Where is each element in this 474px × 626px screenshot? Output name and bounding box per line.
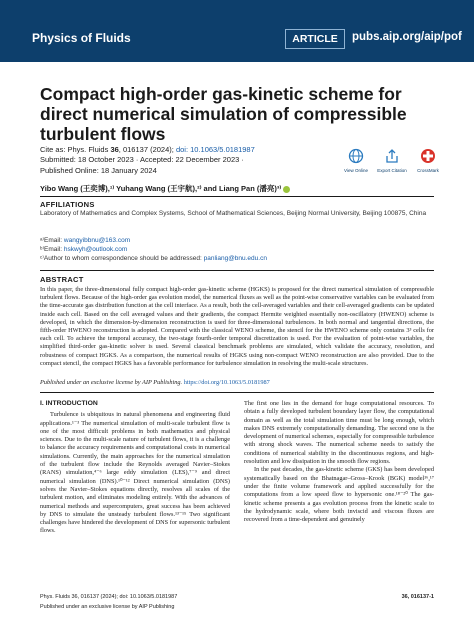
article-badge: ARTICLE bbox=[285, 29, 345, 49]
crossmark-label: CrossMark bbox=[417, 168, 439, 173]
divider bbox=[40, 270, 434, 271]
divider bbox=[40, 392, 434, 393]
view-online-label: View Online bbox=[344, 168, 368, 173]
page-number: 36, 016137-1 bbox=[401, 594, 434, 600]
doi-link[interactable]: doi: 10.1063/5.0181987 bbox=[175, 145, 255, 154]
abstract-text: In this paper, the three-dimensional fully compact high-order gas-kinetic scheme (HGKS) is proposed for the direct numerical simulation of compressible turbulent flows. Because of the high-order gas evolution model, the numerical fluxes as well as the point-wise conservative variables can be evaluated from the time-accurate gas distribution function at the cell interface. As a result, both the cell-averaged variables and their cell-averaged gradients can be updated inside each cell. Based on the cell averaged values and their gradients, the compact Hermite weighted essentially non-oscillatory (HWENO) scheme is developed, in which the dimension-by-dimension reconstruction is used for three-dimensional turbulences. In both normal and tangential directions, the fifth-order HWENO reconstruction is adopted. Compared with the classical WENO scheme, the stencil for the HWENO scheme only contains 3³ cells for each cell. To achieve the temporal accuracy, the two-stage fourth-order temporal discretization is used. For the evaluation of point-wise variables, the simplified third-order gas-kinetic solver is used. Several classical benchmark problems are simulated, which validate the accuracy, resolution, and robustness of compact HGKS. As a comparison, the numerical results of HGKS using non-compact WENO reconstruction are also provided. Due to the compact stencil, the compact HGKS has a favorable performance for turbulence simulation in resolving the multi-scale structures. bbox=[40, 286, 434, 367]
email-label-a: ᵃ⁾Email: bbox=[40, 237, 64, 244]
email-link-b[interactable]: hskwyh@outlook.com bbox=[63, 246, 128, 253]
intro-right-column bbox=[244, 400, 434, 524]
email-link-c[interactable]: panliang@bnu.edu.cn bbox=[203, 255, 267, 262]
view-online-button[interactable] bbox=[336, 148, 376, 173]
email-line-a bbox=[40, 236, 130, 245]
author-names: Yibo Wang (王奕博),¹⁾ Yuhang Wang (王宇航),²⁾ and Liang Pan (潘亮)³⁾ bbox=[40, 184, 282, 193]
cite-prefix: Cite as: Phys. Fluids bbox=[40, 145, 111, 154]
export-citation-button[interactable] bbox=[372, 148, 412, 173]
doi-url-link[interactable]: https://doi.org/10.1063/5.0181987 bbox=[183, 379, 270, 386]
affiliations-text: Laboratory of Mathematics and Complex Systems, School of Mathematical Sciences, Beijing Normal University, Beijing 100875, China bbox=[40, 210, 427, 217]
license-line bbox=[40, 379, 270, 386]
article-title: Compact high-order gas-kinetic scheme for direct numerical simulation of compressible turbulent flows bbox=[40, 84, 407, 144]
cite-volume: 36 bbox=[110, 145, 119, 154]
affiliations-heading: AFFILIATIONS bbox=[40, 200, 95, 209]
crossmark-button[interactable] bbox=[408, 148, 448, 173]
intro-paragraph-2: The first one lies in the demand for huge computational resources. To obtain a fully developed turbulent boundary layer flow, the computational domain as well as the total simulation time must be long enough, which makes DNS extremely computationally demanding. The second one is the development of numerical schemes, especially for compressible turbulence with strong shock waves. The numerical scheme needs to satisfy the conditions of numerical stability in the discontinuous regions, and high-resolution and low dissipation in the smooth flow regions. bbox=[244, 400, 434, 466]
email-label-c: ᶜ⁾Author to whom correspondence should be addressed: bbox=[40, 255, 204, 262]
divider bbox=[40, 196, 434, 197]
email-link-a[interactable]: wangyibbnu@163.com bbox=[63, 237, 131, 244]
intro-heading: I. INTRODUCTION bbox=[40, 400, 98, 407]
footer-license: Published under an exclusive license by AIP Publishing bbox=[40, 604, 175, 610]
crossmark-icon bbox=[408, 148, 448, 164]
journal-url-link[interactable]: pubs.aip.org/aip/pof bbox=[352, 31, 462, 43]
journal-header-bar bbox=[0, 0, 474, 62]
intro-left-column bbox=[40, 400, 230, 536]
email-label-b: ᵇ⁾Email: bbox=[40, 246, 64, 253]
email-line-c bbox=[40, 254, 267, 263]
submitted-line: Submitted: 18 October 2023 · Accepted: 22 December 2023 · bbox=[40, 155, 244, 165]
orcid-icon[interactable] bbox=[283, 186, 290, 193]
citation-block bbox=[40, 145, 255, 176]
abstract-heading: ABSTRACT bbox=[40, 275, 84, 284]
export-icon bbox=[372, 148, 412, 164]
footer-citation: Phys. Fluids 36, 016137 (2024); doi: 10.1063/5.0181987 bbox=[40, 594, 178, 600]
globe-icon bbox=[336, 148, 376, 164]
author-list bbox=[40, 183, 290, 194]
email-line-b bbox=[40, 245, 127, 254]
journal-name: Physics of Fluids bbox=[32, 31, 131, 45]
license-text: Published under an exclusive license by AIP Publishing. bbox=[40, 379, 184, 386]
intro-paragraph-3: In the past decades, the gas-kinetic scheme (GKS) has been developed systematically based on the Bhatnagar–Gross–Krook (BGK) model¹⁶,¹⁷ under the finite volume framework and applied successfully for the computations from a low speed flow to hypersonic one.¹⁸⁻²⁰ The gas-kinetic scheme presents a gas evolution process from the kinetic scale to the hydrodynamic scale, where both inviscid and viscous fluxes are recovered from a time-dependent and genuinely bbox=[244, 466, 434, 524]
footer-citation-line bbox=[40, 594, 434, 600]
intro-paragraph-1: Turbulence is ubiquitous in natural phenomena and engineering fluid applications.¹⁻³ The numerical simulation of multi-scale turbulent flow is one of the most difficult problems in both mathematics and physical sciences. Due to the multi-scale nature of turbulent flows, it is a challenge to balance the accuracy requirements and computational costs in numerical simulations. Currently, the main approaches for the numerical simulation of the turbulent flow include the Reynolds averaged Navier–Stokes (RANS) simulation,⁴⁻⁶ large eddy simulation (LES),⁷⁻⁹ and direct numerical simulation (DNS).¹⁰⁻¹² Direct numerical simulation (DNS) solves the Navier–Stokes equations directly, resolves all scales of the turbulent motion, and eliminates modeling entirely. With the advances of numerical methods and supercomputers, great success has been achieved by DNS to simulate the unsteady turbulent flows.¹³⁻¹⁵ Two significant challenges have hindered the development of DNS for supersonic turbulent flows. bbox=[40, 411, 230, 535]
export-citation-label: Export Citation bbox=[377, 168, 407, 173]
cite-rest: , 016137 (2024); bbox=[118, 145, 174, 154]
published-online-line: Published Online: 18 January 2024 bbox=[40, 165, 157, 175]
